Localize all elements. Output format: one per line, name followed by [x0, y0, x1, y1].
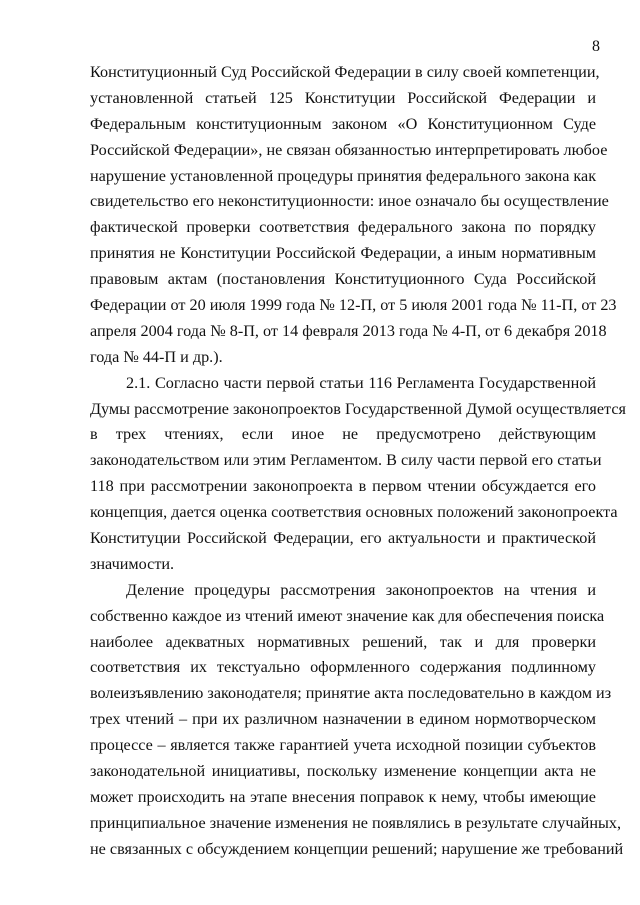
- text-line: 118 при рассмотрении законопроекта в первом чтении обсуждается его: [90, 477, 596, 496]
- text-line: процессе – является также гарантией учета исходной позиции субъектов: [90, 736, 596, 755]
- text-line: законодательной инициативы, поскольку изменение концепции акта не: [90, 762, 596, 781]
- text-line: трех чтений – при их различном назначении в едином нормотворческом: [90, 710, 596, 729]
- text-line: законодательством или этим Регламентом. В силу части первой его статьи: [90, 451, 602, 470]
- text-line: апреля 2004 года № 8-П, от 14 февраля 2013 года № 4-П, от 6 декабря 2018: [90, 321, 607, 340]
- page-number: 8: [592, 38, 600, 55]
- text-line: не связанных с обсуждением концепции решений; нарушение же требований: [90, 839, 624, 858]
- text-line: 2.1. Согласно части первой статьи 116 Регламента Государственной: [126, 373, 596, 392]
- text-line: принципиальное значение изменения не появлялись в результате случайных,: [90, 813, 622, 832]
- text-line: волеизъявлению законодателя; принятие акта последовательно в каждом из: [90, 684, 612, 703]
- text-line: правовым актам (постановления Конституционного Суда Российской: [90, 270, 596, 289]
- text-line: Конституционный Суд Российской Федерации в силу своей компетенции,: [90, 63, 600, 81]
- text-line: Федерации от 20 июля 1999 года № 12-П, от 5 июля 2001 года № 11-П, от 23: [90, 296, 617, 315]
- text-line: Федеральным конституционным законом «О Конституционном Суде: [90, 114, 596, 133]
- text-line: установленной статьей 125 Конституции Российской Федерации и: [90, 88, 596, 107]
- text-line: концепция, дается оценка соответствия основных положений законопроекта: [90, 503, 618, 522]
- text-line: принятия не Конституции Российской Федерации, а иным нормативным: [90, 244, 596, 263]
- text-line: собственно каждое из чтений имеют значение как для обеспечения поиска: [90, 606, 605, 625]
- text-line: в трех чтениях, если иное не предусмотрено действующим: [90, 425, 596, 444]
- text-line: Конституции Российской Федерации, его актуальности и практической: [90, 529, 596, 548]
- text-line: может происходить на этапе внесения поправок к нему, чтобы имеющие: [90, 787, 596, 806]
- text-line: наиболее адекватных нормативных решений, так и для проверки: [90, 632, 596, 651]
- text-line: Думы рассмотрение законопроектов Государственной Думой осуществляется: [90, 399, 626, 418]
- text-line: года № 44-П и др.).: [90, 347, 223, 366]
- text-line: Деление процедуры рассмотрения законопроектов на чтения и: [126, 580, 596, 599]
- text-line: свидетельство его неконституционности: иное означало бы осуществление: [90, 192, 609, 211]
- paragraph-p2: [90, 371, 626, 578]
- text-line: Российской Федерации», не связан обязанностью интерпретировать любое: [90, 140, 608, 159]
- text-line: значимости.: [90, 554, 175, 573]
- document-body: [90, 60, 626, 863]
- text-line: нарушение установленной процедуры принятия федерального закона как: [90, 166, 597, 185]
- paragraph-p1: [90, 60, 617, 371]
- text-line: фактической проверки соответствия федерального закона по порядку: [90, 218, 596, 237]
- text-line: соответствия их текстуально оформленного содержания подлинному: [90, 658, 596, 677]
- paragraph-p3: [90, 578, 624, 863]
